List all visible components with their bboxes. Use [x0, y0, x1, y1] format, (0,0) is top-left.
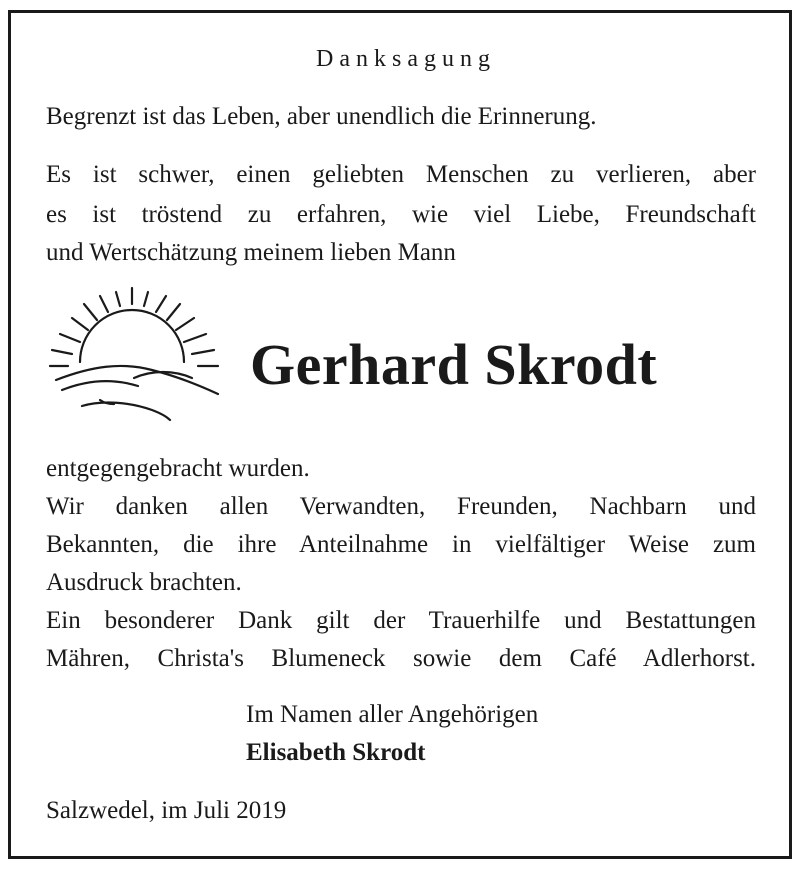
body-line-4: Ausdruck brachten. — [46, 569, 242, 596]
place-date: Salzwedel, im Juli 2019 — [46, 797, 287, 824]
body-line-6: Mähren, Christa's Blumeneck sowie dem Café Adlerhorst. — [46, 645, 756, 672]
signature-name: Elisabeth Skrodt — [246, 739, 426, 766]
intro-line-2: es ist tröstend zu erfahren, wie viel Liebe, Freundschaft — [46, 201, 756, 228]
body-line-1: entgegengebracht wurden. — [46, 455, 310, 482]
body-line-5: Ein besonderer Dank gilt der Trauerhilfe und Bestattungen — [46, 607, 756, 634]
deceased-name: Gerhard Skrodt — [250, 332, 658, 397]
notice-heading: Danksagung — [316, 46, 496, 72]
notice-border — [8, 10, 792, 859]
intro-line-1: Es ist schwer, einen geliebten Menschen zu verlieren, aber — [46, 161, 756, 188]
motto: Begrenzt ist das Leben, aber unendlich die Erinnerung. — [46, 103, 597, 130]
sunset-over-hills-icon — [42, 282, 232, 432]
signature-intro: Im Namen aller Angehörigen — [246, 701, 539, 728]
body-line-2: Wir danken allen Verwandten, Freunden, Nachbarn und — [46, 493, 756, 520]
body-line-3: Bekannten, die ihre Anteilnahme in vielfältiger Weise zum — [46, 531, 756, 558]
intro-line-3: und Wertschätzung meinem lieben Mann — [46, 239, 456, 266]
